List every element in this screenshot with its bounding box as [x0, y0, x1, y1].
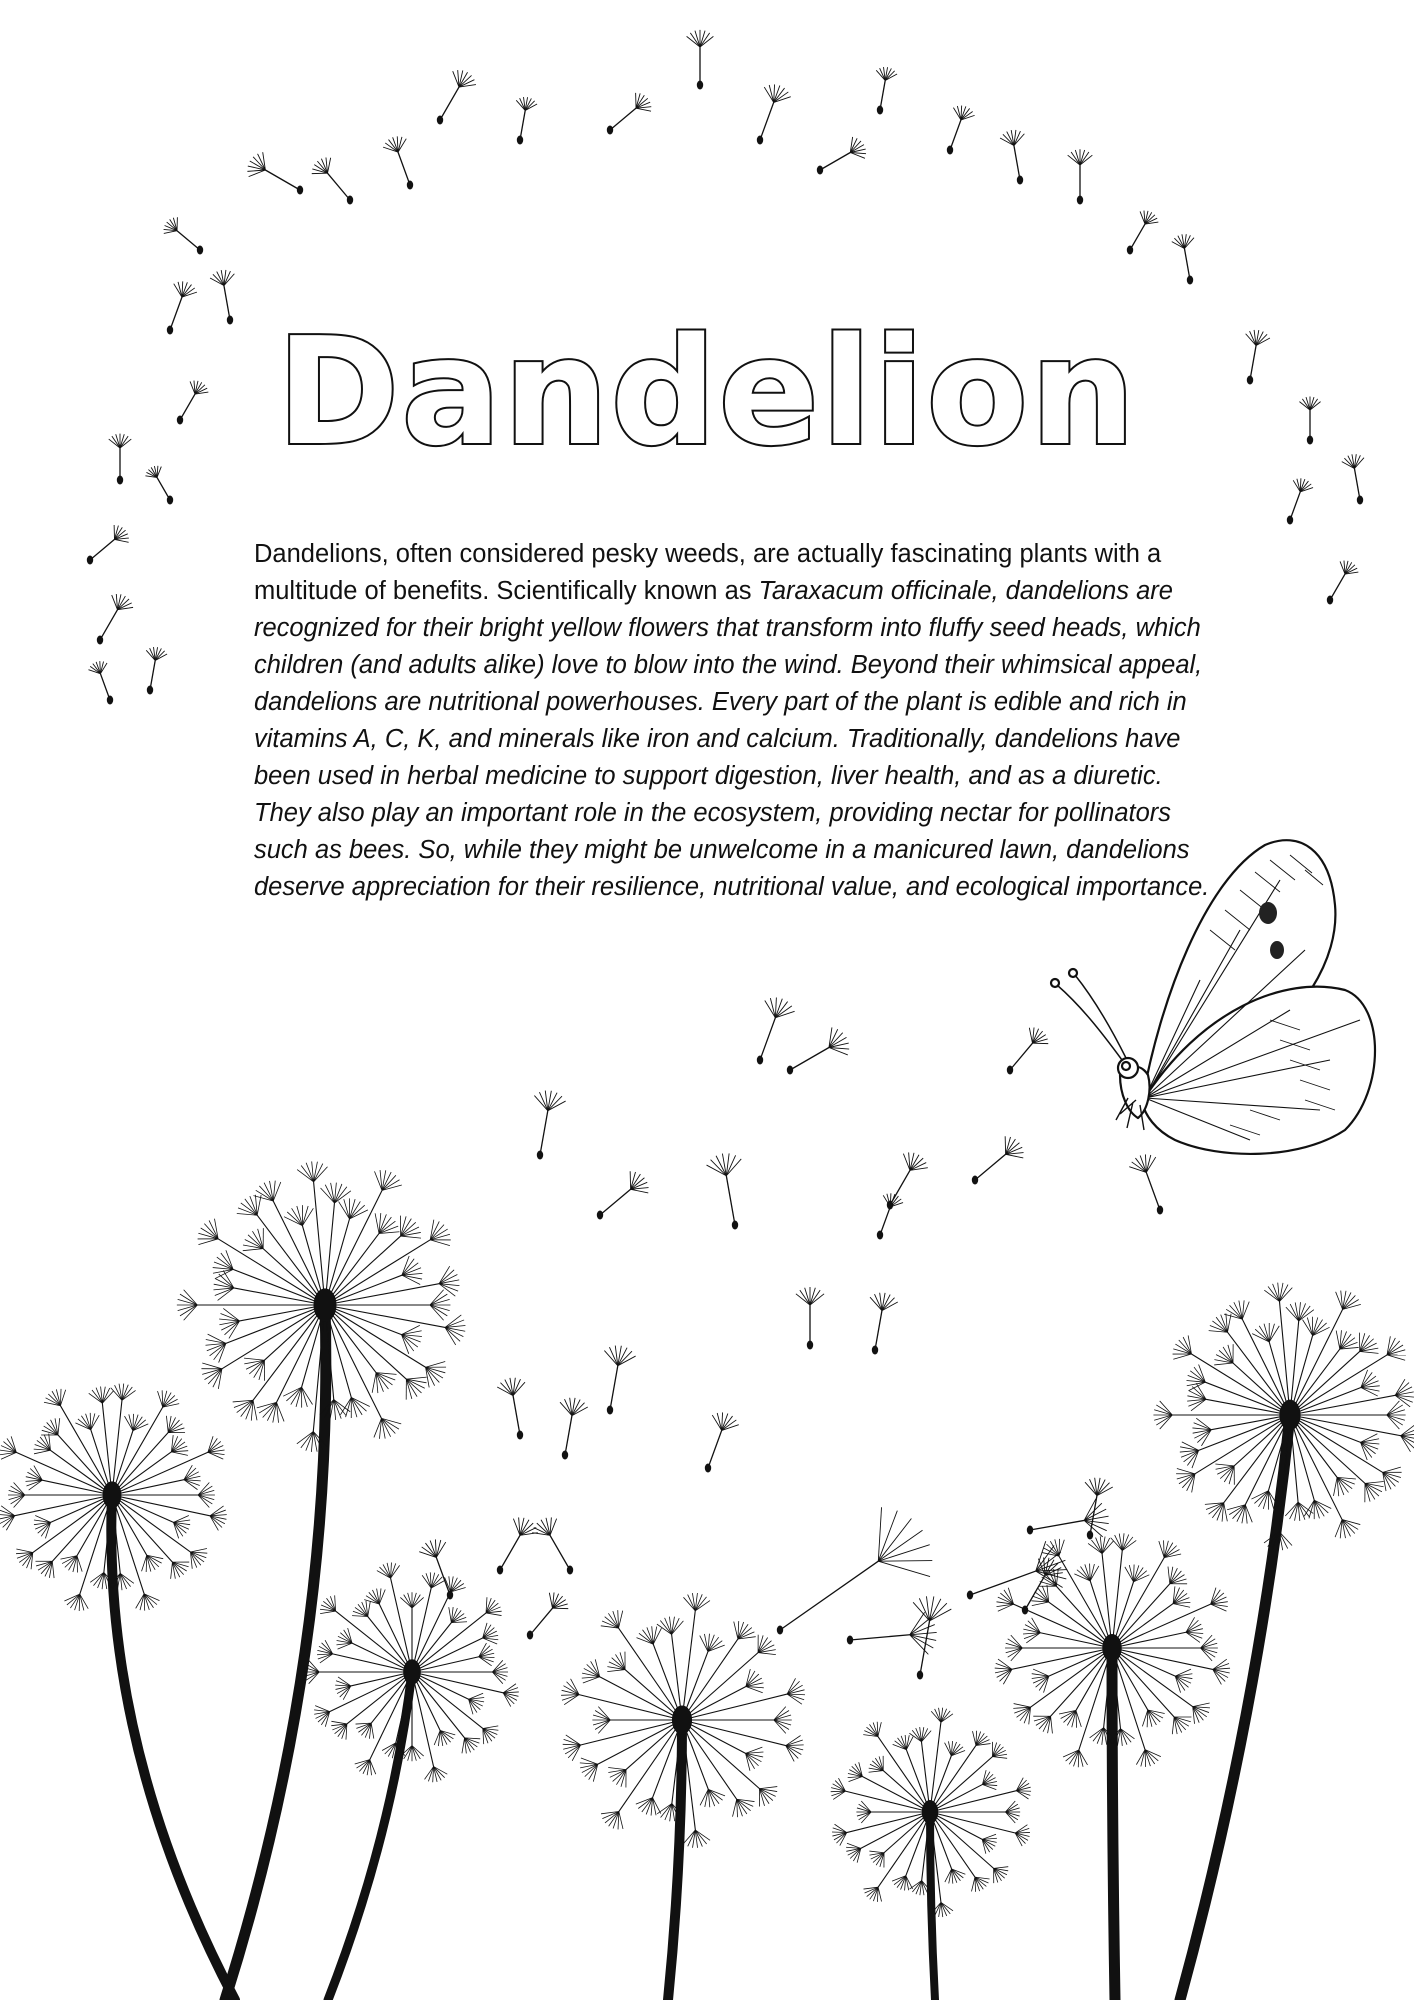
dandelion-stem [1180, 1415, 1290, 2000]
flying-seed-icon [777, 1507, 932, 1634]
flying-seed-icon [1287, 478, 1313, 524]
flying-seed-icon [1085, 1478, 1113, 1540]
body-intro-text: Dandelions, often considered pesky weeds, are actually fascinating plants with a multitude of benefits. Scientifically known as [254, 540, 1162, 605]
flying-seed-icon [419, 1539, 453, 1599]
flying-seed-icon [1007, 1028, 1048, 1075]
flying-seed-icon [560, 1398, 588, 1460]
flying-seed-icon [870, 1293, 898, 1355]
flying-seed-icon [1129, 1154, 1163, 1214]
flying-seed-icon [383, 136, 413, 189]
flying-seed-icon [607, 93, 651, 135]
flying-seed-icon [597, 1171, 649, 1219]
flying-seed-icon [1127, 211, 1159, 255]
flying-seed-icon [1327, 561, 1359, 605]
flying-seed-icon [88, 661, 113, 704]
flying-seed-icon [1000, 130, 1024, 185]
body-italic-text: Taraxacum officinale, dandelions are recognized for their bright yellow flowers that transform into fluffy seed heads, which children (and adults alike) love to blow into the wind. Beyond their whimsical appeal, dandelions are nutritional powerhouses. Every part of the plant is edible and rich in vitamins A, C, K, and minerals like iron and calcium. Traditionally, dandelions have been used in herbal medicine to support digestion, liver health, and as a diuretic. They also play an important role in the ecosystem, providing nectar for pollinators such as bees. So, while they might be unwelcome in a manicured lawn, dandelions deserve appreciation for their resilience, nutritional value, and ecological importance. [254, 577, 1210, 901]
flying-seed-icon [947, 106, 975, 155]
flying-seed-icon [604, 1346, 635, 1415]
flying-seed-icon [847, 1612, 937, 1654]
flying-seed-icon [757, 997, 795, 1064]
flying-seed-icon [97, 594, 133, 645]
flying-seed-icon [707, 1153, 742, 1229]
body-paragraph [254, 536, 1226, 906]
dandelion-stem [668, 1720, 682, 2000]
flying-seed-icon [705, 1412, 739, 1472]
flying-seed-icon [437, 70, 476, 124]
dandelion-head-icon [304, 1562, 519, 1782]
dandelion-stem [930, 1812, 935, 2000]
dandelion-stem [1112, 1648, 1115, 2000]
flying-seed-icon [164, 217, 204, 254]
flying-seed-icon [1068, 149, 1093, 204]
flying-seed-icon [532, 1517, 573, 1574]
flying-seed-icon [757, 84, 791, 144]
flying-seed-icon [527, 1593, 568, 1640]
flying-seed-icon [247, 152, 303, 194]
flying-seed-icon [1172, 234, 1194, 284]
flying-seed-icon [497, 1517, 538, 1574]
flying-seed-icon [787, 1027, 849, 1074]
flying-seed-icon [534, 1091, 565, 1160]
flying-seed-icon [687, 30, 714, 90]
flying-seed-icon [887, 1152, 928, 1209]
flying-seed-icon [145, 466, 173, 505]
dandelion-stem [328, 1672, 412, 2000]
flying-seed-icon [817, 137, 866, 175]
flying-seed-icon [1027, 1499, 1109, 1537]
dandelion-heads-group [0, 1161, 1414, 1917]
flying-seed-icon [312, 158, 353, 205]
flying-seed-icon [972, 1136, 1024, 1184]
page-title: Dandelion [276, 306, 1138, 478]
dandelion-stem [111, 1495, 235, 2000]
flying-seed-icon [146, 647, 167, 694]
flying-seed-icon [796, 1287, 824, 1350]
flying-seed-icon [497, 1378, 525, 1440]
flying-seed-icon [877, 1193, 903, 1239]
flying-seed-icon [210, 270, 234, 325]
flying-seed-icon [516, 97, 537, 144]
flying-seed-icon [913, 1596, 951, 1679]
flying-seed-icon [876, 67, 897, 114]
flying-seed-icon [87, 525, 129, 564]
